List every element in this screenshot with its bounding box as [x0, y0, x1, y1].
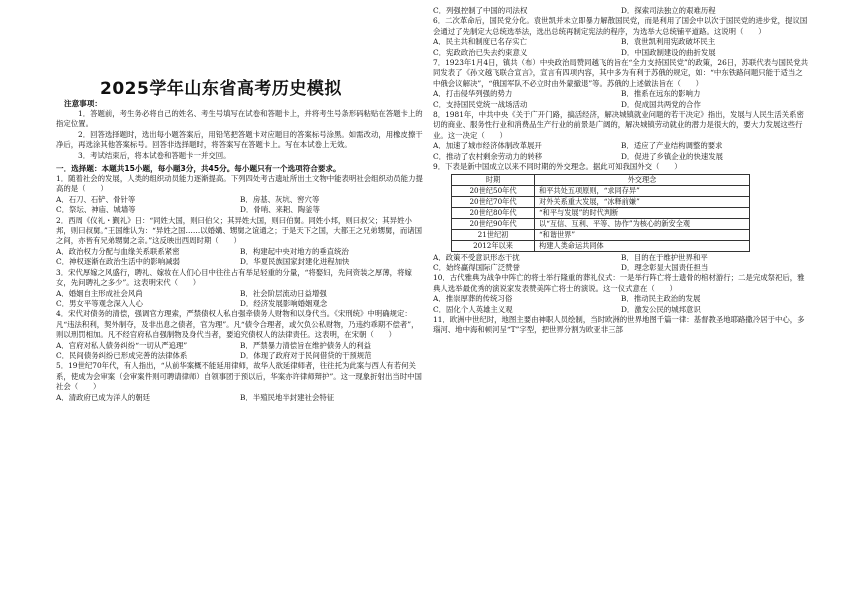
table-cell: 对外关系重大发展，“冰释前嫌”	[535, 196, 750, 207]
question-stem: 11．欧洲中世纪时，地图主要由神职人员绘制，当时欧洲的世界地图千篇一律：基督教圣地耶路撒冷居于中心，多瑙河、地中海和顿河呈“T”字型，把世界分割为欧亚非三部	[433, 314, 805, 335]
option-row	[433, 253, 809, 263]
left-question-list	[56, 174, 424, 403]
option-row	[56, 257, 424, 267]
table-cell: “和谐世界”	[535, 229, 750, 240]
diplomacy-table	[451, 174, 750, 252]
answer-option: D．骨哨、来耜、陶釜等	[240, 205, 320, 215]
table-cell: “和平与发展”的时代判断	[535, 207, 750, 218]
answer-option: A．民主共和制度已名存实亡	[433, 37, 528, 47]
answer-option: C．推动了农村剩余劳动力的转移	[433, 151, 543, 161]
answer-option: D．华夏民族国家封建化进程加快	[240, 257, 350, 267]
answer-option: B．严禁暴力清偿旨在维护债务人的利益	[240, 340, 372, 350]
table-row	[452, 185, 750, 196]
option-row	[56, 393, 424, 403]
option-row	[433, 152, 809, 162]
option-row	[433, 89, 809, 99]
answer-option: D．中国政制建设的曲折发展	[621, 47, 716, 57]
answer-option: A．石刀、石铲、骨针等	[56, 194, 136, 204]
answer-option: A．清政府已成为洋人的朝廷	[56, 392, 151, 402]
question	[56, 268, 424, 310]
table-cell: 20世纪50年代	[452, 185, 535, 196]
answer-option: B．适应了产业结构调整的要求	[621, 141, 723, 151]
table-row	[452, 196, 750, 207]
table-cell: 20世纪90年代	[452, 218, 535, 229]
answer-option: C．宪政政治已失去约束意义	[433, 47, 528, 57]
question	[56, 361, 424, 403]
answer-option: D．体现了政府对于民间借贷的干预规范	[240, 350, 372, 360]
notice-item: 2．回答选择题时，选出每小题答案后，用铅笔把答题卡对应题目的答案标号涂黑。如需改动，用橡皮擦干净后，再选涂其他答案标号。回答非选择题时，将答案写在答题卡上。写在本试卷上无效。	[56, 129, 423, 150]
answer-option: C．民间债务纠纷已形成完善的法律体系	[56, 350, 188, 360]
right-question-list	[433, 6, 809, 336]
question	[56, 174, 424, 216]
option-row	[56, 351, 424, 361]
question	[433, 315, 809, 336]
answer-option: A．打击侵华列强的势力	[433, 89, 513, 99]
answer-option: B．目的在于维护世界和平	[621, 252, 708, 262]
right-column	[433, 6, 809, 336]
answer-option: B．半殖民地半封建社会特征	[240, 392, 335, 402]
question	[433, 6, 809, 16]
option-row	[433, 6, 809, 16]
answer-option: C．祭坛、神庙、城墙等	[56, 205, 136, 215]
question	[56, 216, 424, 268]
table-header-cell: 外交理念	[535, 174, 750, 185]
answer-option: D．理念彰显大国责任担当	[621, 262, 709, 272]
answer-option: A．加速了城市经济体制改革展开	[433, 141, 542, 151]
table-row	[452, 218, 750, 229]
option-row	[433, 141, 809, 151]
answer-option: B．构建起中央对地方的垂直统治	[240, 246, 349, 256]
answer-option: C．列强控制了中国的司法权	[433, 6, 528, 15]
answer-option: D．促成国共两党的合作	[621, 99, 701, 109]
answer-option: C．始终赢得国际广泛赞誉	[433, 262, 520, 272]
answer-option: A．政治权力分配与血缘关系联系紧密	[56, 246, 180, 256]
question-stem: 7．1923年1月4日，镇共（布）中央政治局赞同越飞的旨在“全力支持国民党”的政策，26日，苏联代表与国民党共同发表了《孙文越飞联合宣言》，宣言有四项内容，其中多为有利于苏俄的规定，如：“中东铁路问题只能于适当之中俄会议解决”，“俄国军队不必立时由外蒙撤退”等。苏俄的上述做法旨在（ ）	[433, 58, 809, 88]
question	[433, 16, 809, 58]
answer-option: C．固化个人英雄主义观	[433, 304, 513, 314]
answer-option: D．经济发展影响婚姻观念	[240, 298, 328, 308]
question	[433, 110, 809, 162]
answer-option: B．房基、灰坑、窖穴等	[240, 194, 320, 204]
option-row	[56, 247, 424, 257]
section-heading: 一．选择题：本题共15小题，每小题3分，共45分。每小题只有一个选项符合要求。	[56, 164, 341, 174]
table-row	[452, 229, 750, 240]
question-stem: 9．下表是新中国成立以来不同时期的外交理念。据此可知我国外交（ ）	[433, 162, 682, 172]
question-stem: 3．宋代厚嫁之风盛行，聘礼、嫁妆在人们心目中往往占有举足轻重的分量，“将娶妇，先问资装之厚薄，将嫁女，先问聘礼之多少”。这表明宋代（ ）	[56, 267, 412, 288]
question-stem: 10．古代雅典为战争中阵亡的将士举行隆重的葬礼仪式：一是举行阵亡将士遗骨的棺材游行；二是完成祭祀后，雅典人选举最优秀的演说家发表赞美阵亡将士的演说。这一仪式意在（ ）	[433, 273, 805, 293]
answer-option: A．婚姻自主形成社会风尚	[56, 288, 143, 298]
table-cell: 和平共处五项原则，“求同存异”	[535, 185, 750, 196]
question-stem: 1．随着社会的发展，人类的组织动员能力逐渐提高。下列四处考古遗址所出土文物中能表明社会组织动员能力提高的是（ ）	[56, 174, 423, 194]
question	[433, 162, 809, 273]
answer-option: D．促进了乡镇企业的快速发展	[621, 151, 724, 161]
answer-option: B．推系在远东的影响力	[621, 89, 701, 99]
option-row	[433, 305, 809, 315]
left-column	[56, 74, 424, 403]
question-stem: 8．1981年，中共中央《关于广开门路，搞活经济，解决城镇就业问题的若干决定》指出，发展与人民生活关系密切的商业、服务性行业和消费品生产行业的前景是广阔的，解决城镇劳动就业的潜力是很大的，要大力发展这些行业。这一决定（ ）	[433, 110, 804, 140]
question-stem: 5．19世纪70年代，有人指出，“从前华案概不能延用律师，故华人欲延律师者，往往托为此案与西人有若何关系，使成为会审案（会审案件则可聘请律师）自领事团于预以后，华案亦许律师辩护”。这一现象折射出当时中国社会（ ）	[56, 361, 422, 392]
option-row	[433, 48, 809, 58]
notice-item: 1．答题前，考生务必将自己的姓名、考生号填写在试卷和答题卡上，并将考生号条形码粘贴在答题卡上的指定位置。	[56, 109, 423, 129]
option-row	[433, 37, 809, 47]
answer-option: D．探索司法独立的艰难历程	[621, 6, 716, 15]
question-stem: 4．宋代对债务的清偿，强调官方理索，严禁债权人私自强牵债务人财物和以身代当。《宋刑统》中明确规定：凡“违法积利，契外制夺，及非出息之债者，官为理”。凡“债令合理者，或欠负公私财物，乃违约乖期不偿者”，则以刑罚相加。凡不经官府私自强制物及身代当者，要追究债权人的法律责任。这表明，在宋朝（ ）	[56, 309, 419, 340]
table-cell: 构建人类命运共同体	[535, 240, 750, 251]
option-row	[56, 299, 424, 309]
answer-option: A．官府对私人债务纠纷“一切从严追理”	[56, 340, 188, 350]
answer-option: C．男女平等观念深入人心	[56, 298, 143, 308]
option-row	[56, 195, 424, 205]
table-cell: 2012年以来	[452, 240, 535, 251]
table-cell: 20世纪80年代	[452, 207, 535, 218]
notice-list	[56, 109, 424, 161]
question-stem: 2．西周《仪礼・觐礼》日：“同姓大国，则曰伯父；其异姓大国，则曰伯舅。同姓小邦，则曰叔父；其异姓小邦，则曰叔舅。”王国维认为：“异姓之国……以婚媾、甥舅之谊通之；于是天下之国，大都王之兄弟甥舅，而诸国之间，亦皆有兄弟甥舅之亲。”这反映出西周时期（ ）	[56, 215, 423, 246]
table-row	[452, 207, 750, 218]
option-row	[56, 289, 424, 299]
question	[433, 58, 809, 110]
option-row	[433, 263, 809, 273]
answer-option: B．社会阶层流动日益增强	[240, 288, 327, 298]
notice-heading: 注意事项：	[64, 99, 102, 108]
answer-option: A．政策不受意识形态干扰	[433, 252, 520, 262]
question	[56, 309, 424, 361]
answer-option: B．袁世凯利用宪政破坏民主	[621, 37, 716, 47]
answer-option: C．支持国民党统一战场活动	[433, 99, 528, 109]
option-row	[433, 294, 809, 304]
answer-option: B．推动民主政治的发展	[621, 294, 701, 304]
page-title: 2025学年山东省高考历史模拟	[100, 79, 342, 99]
answer-option: A．推崇厚葬的传统习俗	[433, 294, 513, 304]
notice-item: 3．考试结束后，将本试卷和答题卡一并交回。	[78, 150, 231, 160]
answer-option: C．神权逐渐在政治生活中的影响减弱	[56, 257, 180, 267]
table-row	[452, 240, 750, 251]
option-row	[56, 205, 424, 215]
option-row	[56, 341, 424, 351]
table-cell: 以“互信、互利、平等、协作”为核心的新安全观	[535, 218, 750, 229]
table-cell: 20世纪70年代	[452, 196, 535, 207]
table-header-cell: 时期	[452, 174, 535, 185]
option-row	[433, 100, 809, 110]
question	[433, 273, 809, 315]
answer-option: D．激发公民的城邦意识	[621, 304, 701, 314]
table-cell: 21世纪初	[452, 229, 535, 240]
question-stem: 6．二次革命后，国民党分化。袁世凯并未立即暴力解散国民党，而是利用了国会中以次于国民党的进步党，提议国会通过了先制定大总统选举法，选出总统再制定宪法的程序，为选举大总统铺平道路。这说明（ ）	[433, 16, 808, 36]
